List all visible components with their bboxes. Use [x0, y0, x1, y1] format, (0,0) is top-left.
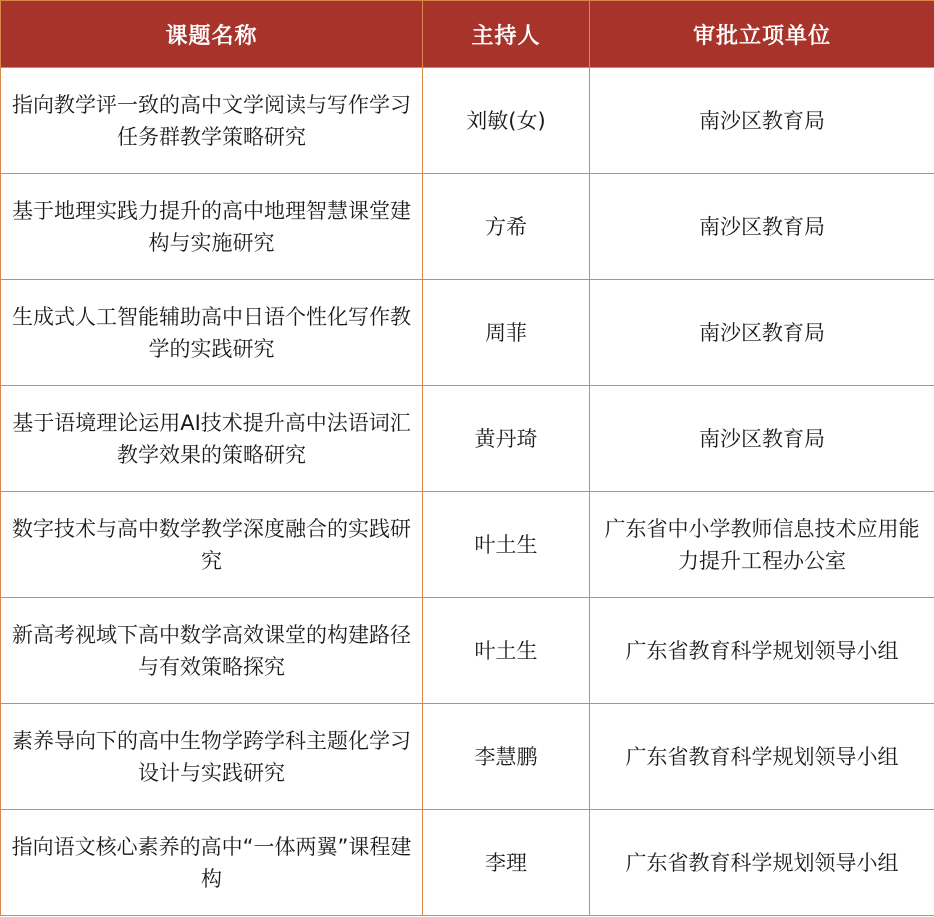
host-cell: 叶土生	[423, 492, 590, 598]
project-name-cell: 基于地理实践力提升的高中地理智慧课堂建构与实施研究	[1, 174, 423, 280]
project-name-cell: 新高考视域下高中数学高效课堂的构建路径与有效策略探究	[1, 598, 423, 704]
table-row	[1, 492, 934, 598]
host-cell: 周菲	[423, 280, 590, 386]
header-host: 主持人	[423, 1, 590, 68]
host-cell: 刘敏(女)	[423, 68, 590, 174]
project-name-cell: 素养导向下的高中生物学跨学科主题化学习设计与实践研究	[1, 704, 423, 810]
table-row	[1, 174, 934, 280]
table-row	[1, 280, 934, 386]
project-name-cell: 指向语文核心素养的高中“一体两翼”课程建构	[1, 810, 423, 916]
approval-unit-cell: 南沙区教育局	[590, 280, 934, 386]
host-cell: 李慧鹏	[423, 704, 590, 810]
header-approval-unit: 审批立项单位	[590, 1, 934, 68]
header-project-name: 课题名称	[1, 1, 423, 68]
approval-unit-cell: 广东省教育科学规划领导小组	[590, 810, 934, 916]
approval-unit-cell: 南沙区教育局	[590, 174, 934, 280]
table-row	[1, 598, 934, 704]
host-cell: 黄丹琦	[423, 386, 590, 492]
project-name-cell: 数字技术与高中数学教学深度融合的实践研究	[1, 492, 423, 598]
table-row	[1, 810, 934, 916]
approval-unit-cell: 广东省中小学教师信息技术应用能力提升工程办公室	[590, 492, 934, 598]
project-name-cell: 指向教学评一致的高中文学阅读与写作学习任务群教学策略研究	[1, 68, 423, 174]
table-header-row	[1, 1, 934, 68]
approval-unit-cell: 南沙区教育局	[590, 68, 934, 174]
approval-unit-cell: 南沙区教育局	[590, 386, 934, 492]
approval-unit-cell: 广东省教育科学规划领导小组	[590, 704, 934, 810]
host-cell: 李理	[423, 810, 590, 916]
project-name-cell: 生成式人工智能辅助高中日语个性化写作教学的实践研究	[1, 280, 423, 386]
table-row	[1, 386, 934, 492]
host-cell: 叶土生	[423, 598, 590, 704]
table-row	[1, 704, 934, 810]
approval-unit-cell: 广东省教育科学规划领导小组	[590, 598, 934, 704]
project-name-cell: 基于语境理论运用AI技术提升高中法语词汇教学效果的策略研究	[1, 386, 423, 492]
table-row	[1, 68, 934, 174]
host-cell: 方希	[423, 174, 590, 280]
